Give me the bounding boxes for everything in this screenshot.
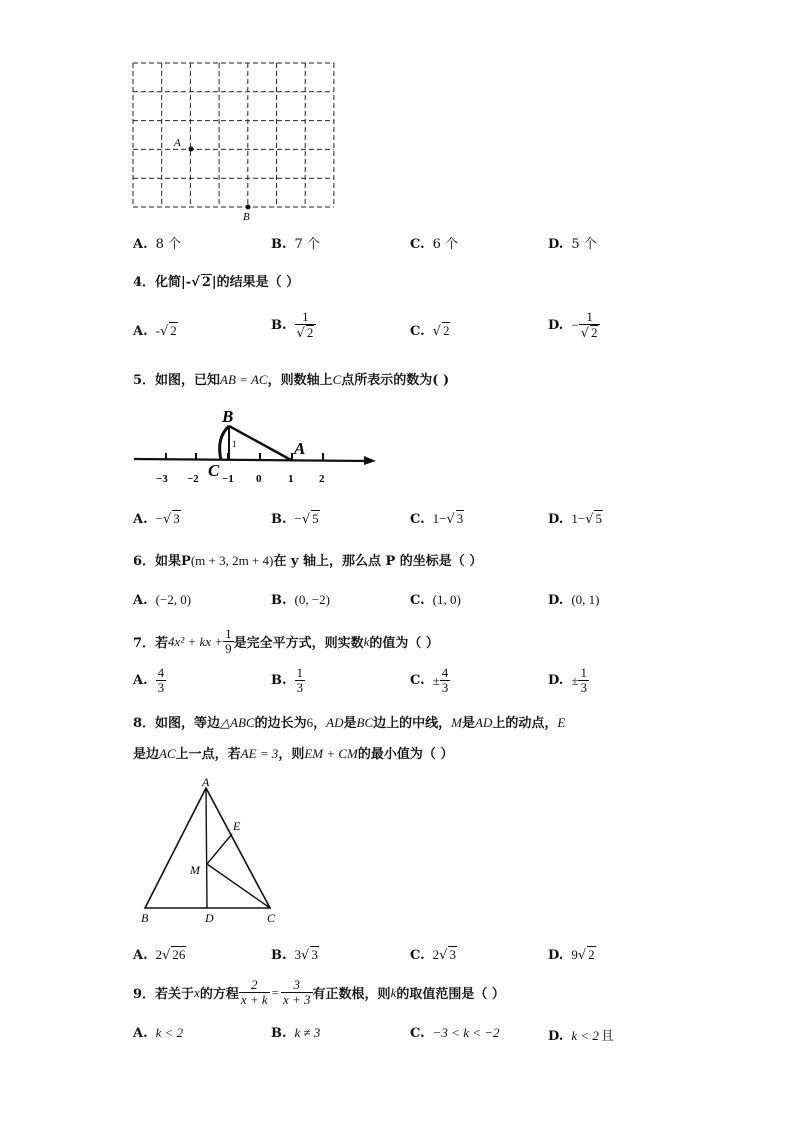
radicand: 5 xyxy=(312,511,319,526)
option-letter: A. xyxy=(133,237,148,252)
stem-text: 是 xyxy=(461,716,475,731)
stem-text: 8．如图，等边 xyxy=(133,716,221,731)
stem-text: 点所表示的数为( ) xyxy=(341,373,450,388)
label-b: B xyxy=(141,911,149,925)
numerator: 3 xyxy=(293,977,301,992)
q5-option-c[interactable] xyxy=(410,510,464,527)
radicand: 2 xyxy=(588,947,595,962)
stem-math: M xyxy=(451,715,462,730)
fraction xyxy=(281,978,313,1008)
tick-label: 0 xyxy=(256,473,262,485)
denominator: 3 xyxy=(157,680,165,696)
stem-text: ，则 xyxy=(278,747,305,762)
numerator: 1 xyxy=(302,309,309,324)
radicand: 2 xyxy=(306,325,314,341)
q3-option-b[interactable] xyxy=(271,233,320,252)
q8-option-b[interactable] xyxy=(271,946,319,963)
radicand: 2 xyxy=(442,323,450,338)
radicand: 2 xyxy=(590,325,598,341)
q8-option-c[interactable] xyxy=(410,946,457,963)
question-5-stem xyxy=(133,369,449,388)
denominator: 3 xyxy=(580,680,587,696)
option-prefix: ± xyxy=(432,672,440,688)
option-prefix: − xyxy=(155,511,163,526)
option-letter: D. xyxy=(548,318,564,334)
q4-option-c[interactable] xyxy=(410,322,450,339)
fraction xyxy=(440,666,451,696)
option-prefix: 1− xyxy=(432,511,447,526)
stem-math: AE = 3 xyxy=(240,746,279,761)
option-letter: B. xyxy=(271,318,287,334)
radical-sign: √ xyxy=(301,512,311,527)
tick-label: 2 xyxy=(319,473,325,485)
numerator: 1 xyxy=(296,665,304,680)
stem-math: △ABC xyxy=(220,715,255,730)
stem-text: ， xyxy=(313,716,327,731)
option-coefficient: 2 xyxy=(155,947,163,962)
option-letter: B. xyxy=(271,593,287,608)
question-4-stem xyxy=(133,271,299,290)
radical-sign: √ xyxy=(162,512,172,527)
option-letter: D. xyxy=(548,1029,564,1044)
arrow-head xyxy=(364,456,376,465)
option-text: k ≠ 3 xyxy=(294,1025,321,1040)
q3-option-c[interactable] xyxy=(410,233,458,252)
option-text: (0, 1) xyxy=(571,592,600,607)
option-coefficient: 9 xyxy=(571,947,578,962)
q4-option-a[interactable] xyxy=(133,322,178,339)
triangle-figure xyxy=(135,772,295,927)
stem-text: 在 y 轴上，那么点 P 的坐标是（ ） xyxy=(273,554,483,569)
option-letter: D. xyxy=(548,512,564,527)
denominator: 9 xyxy=(225,641,232,657)
stem-text: 是 xyxy=(343,716,357,731)
stem-text: 7．若 xyxy=(133,636,169,652)
q8-option-a[interactable] xyxy=(133,946,186,963)
label-e: E xyxy=(233,819,241,833)
option-text: (0, −2) xyxy=(294,592,331,607)
label-a: A xyxy=(294,439,306,458)
denominator: √ 2 xyxy=(295,324,317,341)
option-letter: C. xyxy=(410,324,425,339)
option-prefix: - xyxy=(155,323,160,338)
stem-math: BC xyxy=(356,715,374,730)
q7-option-d[interactable] xyxy=(548,666,589,696)
stem-text: 有正数根，则 xyxy=(312,987,391,1003)
option-letter: C. xyxy=(410,673,425,689)
q6-option-c[interactable] xyxy=(410,592,461,608)
fraction xyxy=(295,666,306,696)
option-letter: B. xyxy=(271,673,287,689)
segment-me xyxy=(207,834,232,864)
stem-text: 的最小值为（ ） xyxy=(357,747,454,762)
option-letter: C. xyxy=(410,593,425,608)
grid-figure xyxy=(125,55,345,225)
radical-sign: √ xyxy=(159,324,169,339)
point-b xyxy=(246,205,251,210)
option-text: 7 个 xyxy=(294,237,320,252)
stem-math: AD xyxy=(475,715,493,730)
fraction xyxy=(579,310,601,342)
tick-label: −1 xyxy=(222,473,234,485)
question-8-stem-line-1 xyxy=(133,712,565,731)
q5-option-a[interactable] xyxy=(133,510,181,527)
q9-option-a[interactable] xyxy=(133,1025,183,1041)
option-letter: C. xyxy=(410,512,425,527)
option-text: (−2, 0) xyxy=(155,592,192,607)
stem-text: 9．若关于 xyxy=(133,987,195,1003)
stem-text: 4．化简|- xyxy=(133,275,192,290)
radicand: 2 xyxy=(170,323,177,338)
option-letter: A. xyxy=(133,593,148,608)
q3-option-a[interactable] xyxy=(133,233,181,252)
stem-text: 的取值范围是（ ） xyxy=(396,987,505,1003)
median-ad xyxy=(206,788,207,908)
denominator: x + 3 xyxy=(283,992,311,1008)
option-text: 5 个 xyxy=(571,237,597,252)
stem-text: 6．如果P xyxy=(133,554,191,569)
option-prefix: 1− xyxy=(571,511,586,526)
stem-text: 的方程 xyxy=(199,987,239,1003)
radicand: 2 xyxy=(201,275,211,290)
option-letter: D. xyxy=(548,673,564,689)
q3-option-d[interactable] xyxy=(548,233,597,252)
q7-option-b[interactable] xyxy=(271,666,305,696)
stem-math: EM + CM xyxy=(304,746,358,761)
stem-text: 是边 xyxy=(133,747,160,762)
option-letter: A. xyxy=(133,1026,148,1041)
denominator: 3 xyxy=(296,680,304,696)
option-letter: A. xyxy=(133,324,148,339)
stem-math: k xyxy=(363,633,370,649)
option-letter: B. xyxy=(271,512,287,527)
stem-math: AB = AC xyxy=(220,372,268,387)
fraction xyxy=(295,310,317,342)
question-6-stem xyxy=(133,550,482,569)
option-letter: C. xyxy=(410,1026,425,1041)
option-letter: D. xyxy=(548,948,564,963)
stem-text: 上一点，若 xyxy=(175,747,241,762)
q4-option-d[interactable] xyxy=(548,310,600,342)
fraction xyxy=(156,666,167,696)
q8-option-d[interactable] xyxy=(548,946,596,963)
radicand: 3 xyxy=(311,947,318,962)
numerator: 4 xyxy=(157,665,165,680)
q5-option-d[interactable] xyxy=(548,510,603,527)
stem-text: ，则数轴上 xyxy=(267,373,333,388)
option-letter: D. xyxy=(548,237,564,252)
q7-option-a[interactable] xyxy=(133,666,166,696)
stem-text: 的边长为 xyxy=(254,716,307,731)
option-text: (1, 0) xyxy=(432,592,461,607)
option-letter: C. xyxy=(410,237,425,252)
option-coefficient: 2 xyxy=(432,947,440,962)
q9-option-d[interactable] xyxy=(548,1025,614,1044)
stem-math: 4x² + kx + xyxy=(168,633,224,649)
option-text: k < 2 xyxy=(571,1028,599,1043)
fraction xyxy=(239,978,270,1008)
option-text: 6 个 xyxy=(432,237,459,252)
option-prefix: − xyxy=(294,511,302,526)
fraction xyxy=(223,627,234,657)
q6-option-a[interactable] xyxy=(133,592,191,608)
option-letter: B. xyxy=(271,1026,287,1041)
stem-text: 是完全平方式，则实数 xyxy=(233,636,364,652)
option-prefix: − xyxy=(571,317,579,333)
radical-sign: √ xyxy=(301,948,310,963)
numerator: 2 xyxy=(251,977,258,992)
denominator: x + k xyxy=(240,992,268,1008)
question-8-stem-line-2 xyxy=(133,743,453,762)
numerator: 1 xyxy=(586,309,593,324)
radicand: 26 xyxy=(172,947,186,962)
label-m: M xyxy=(190,863,200,877)
q5-option-b[interactable] xyxy=(271,510,320,527)
option-suffix: 且 xyxy=(600,1029,614,1044)
label-unit: 1 xyxy=(232,439,237,449)
radicand: 3 xyxy=(173,511,180,526)
tick-label: −2 xyxy=(187,473,199,485)
stem-math: k xyxy=(390,984,397,1000)
radical-sign: √ xyxy=(191,275,200,290)
option-coefficient: 3 xyxy=(294,947,302,962)
denominator: 3 xyxy=(441,680,449,696)
point-a xyxy=(189,147,194,152)
segment-mc xyxy=(207,864,270,908)
option-text: k < 2 xyxy=(155,1025,184,1040)
stem-math: AD xyxy=(326,715,344,730)
option-letter: A. xyxy=(133,512,148,527)
radicand: 3 xyxy=(456,511,464,526)
radical-sign: √ xyxy=(162,948,171,963)
number-line-figure xyxy=(128,402,383,492)
option-letter: C. xyxy=(410,948,425,963)
stem-text: 的值为（ ） xyxy=(369,636,439,652)
question-9-stem xyxy=(133,978,505,1008)
radical-sign: √ xyxy=(432,324,441,339)
stem-text: 上的动点， xyxy=(492,716,558,731)
q6-option-b[interactable] xyxy=(271,592,330,608)
option-letter: D. xyxy=(548,593,564,608)
option-prefix: ± xyxy=(571,672,579,688)
stem-math: E xyxy=(557,715,566,730)
q6-option-d[interactable] xyxy=(548,592,600,608)
label-b: B xyxy=(243,211,250,223)
tick-label: 1 xyxy=(288,473,294,485)
numerator: 1 xyxy=(225,626,232,641)
option-text: −3 < k < −2 xyxy=(432,1025,500,1040)
number-line xyxy=(134,459,368,461)
radical-sign: √ xyxy=(577,948,587,963)
tick-label: −3 xyxy=(156,473,168,485)
label-b: B xyxy=(222,407,234,426)
option-letter: A. xyxy=(133,948,148,963)
stem-math: x xyxy=(194,984,200,1000)
option-letter: B. xyxy=(271,237,287,252)
fraction xyxy=(578,666,589,696)
stem-math: C xyxy=(332,372,342,387)
label-d: D xyxy=(205,911,214,925)
label-c: C xyxy=(267,911,276,925)
denominator: √ 2 xyxy=(579,324,601,341)
radicand: 3 xyxy=(449,947,456,962)
option-letter: A. xyxy=(133,673,148,689)
stem-math: (m + 3, 2m + 4) xyxy=(190,553,274,568)
radical-sign: √ xyxy=(439,948,448,963)
option-text: 8 个 xyxy=(155,237,182,252)
q4-option-b[interactable] xyxy=(271,310,316,342)
label-c: C xyxy=(208,461,220,480)
numerator: 1 xyxy=(580,665,587,680)
stem-math: AC xyxy=(159,746,176,761)
numerator: 4 xyxy=(441,665,449,680)
radical-sign: √ xyxy=(446,512,455,527)
equals-sign: = xyxy=(271,984,279,1000)
stem-text: |的结果是（ ） xyxy=(211,275,300,290)
label-a: A xyxy=(174,137,181,149)
stem-text: 5．如图，已知 xyxy=(133,373,221,388)
radicand: 5 xyxy=(595,511,602,526)
question-7-stem xyxy=(133,627,439,657)
radical-sign: √ xyxy=(585,512,594,527)
q9-option-c[interactable] xyxy=(410,1025,500,1041)
stem-text: 边上的中线， xyxy=(373,716,452,731)
grid-lines xyxy=(133,63,334,207)
label-a: A xyxy=(202,775,210,789)
q9-option-b[interactable] xyxy=(271,1025,320,1041)
stem-math: 6 xyxy=(306,715,314,730)
q7-option-c[interactable] xyxy=(410,666,450,696)
option-letter: B. xyxy=(271,948,287,963)
